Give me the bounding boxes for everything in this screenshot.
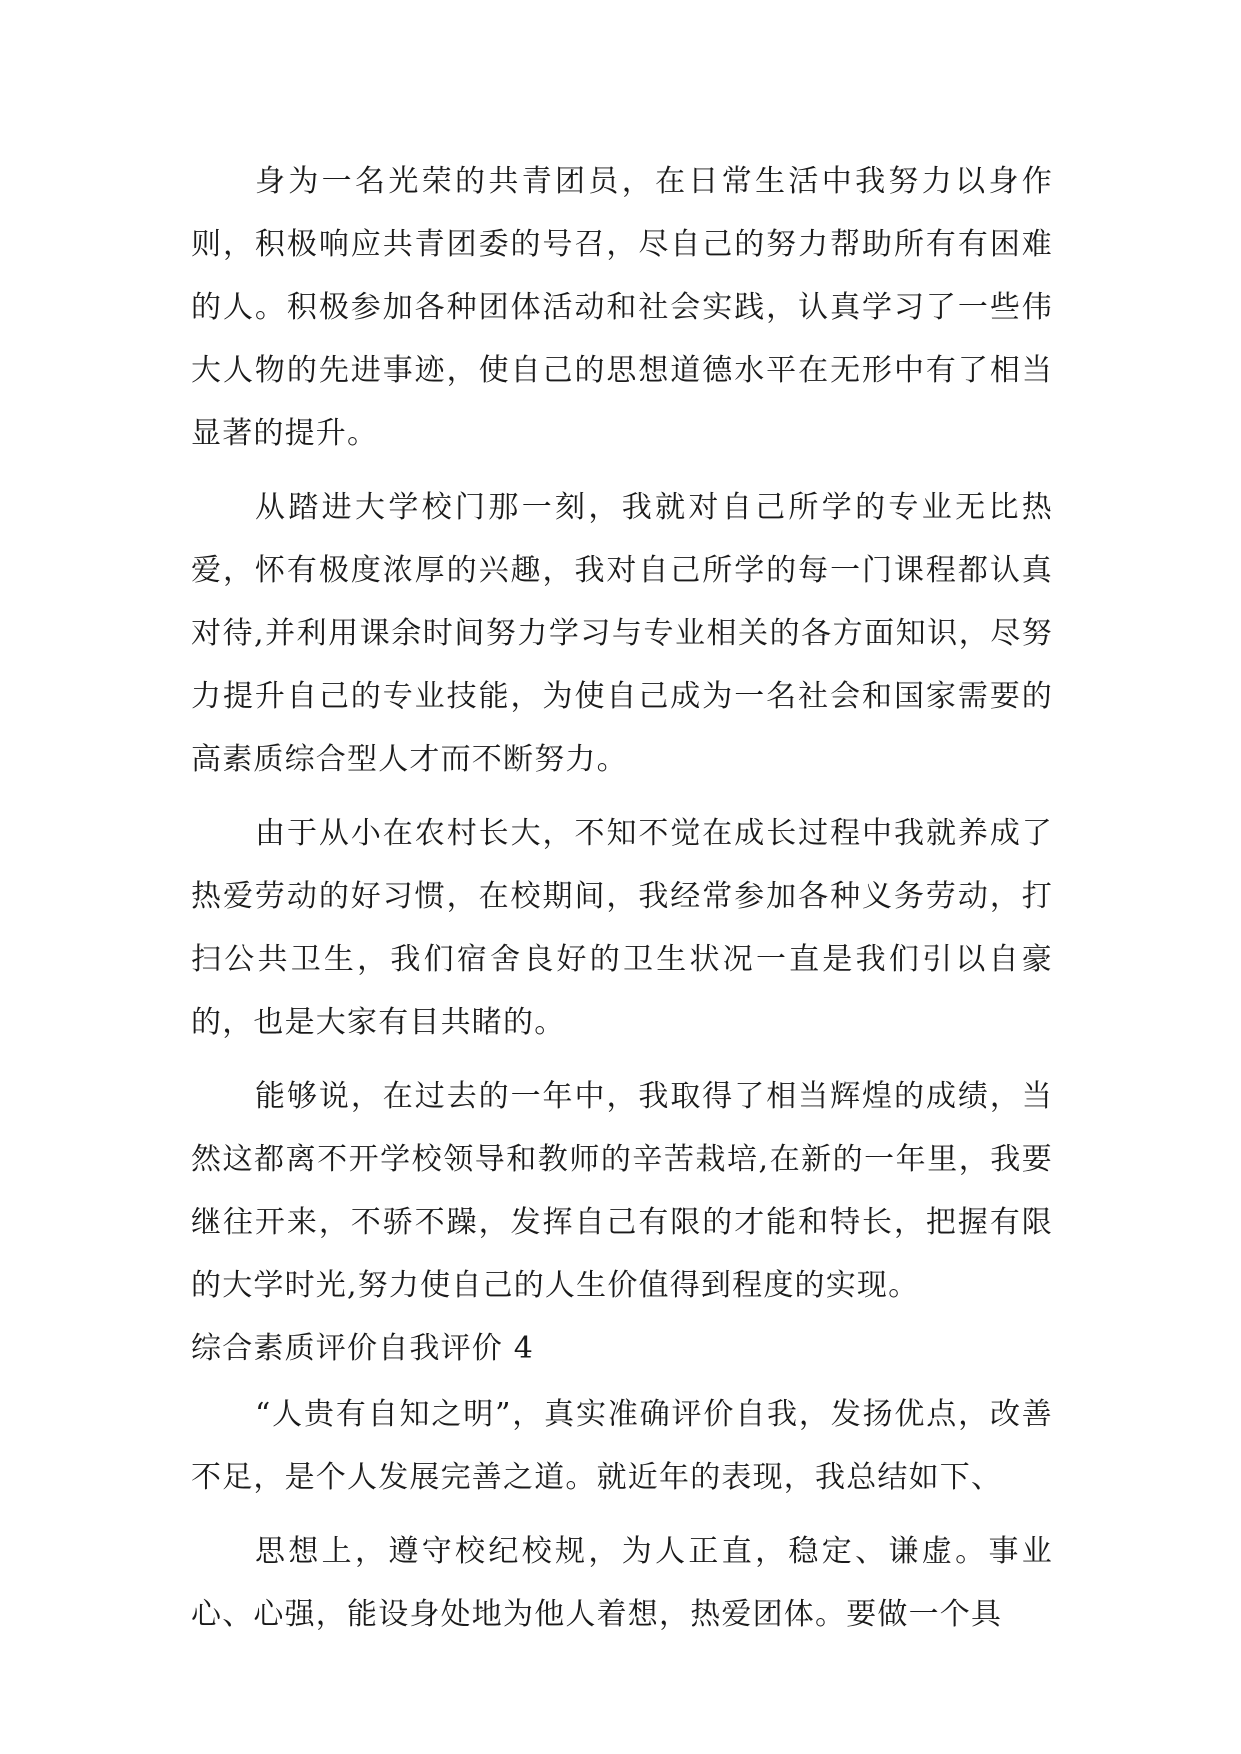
paragraph-labor-habits: 由于从小在农村长大，不知不觉在成长过程中我就养成了热爱劳动的好习惯，在校期间，我经常参加各种义务劳动，打扫公共卫生，我们宿舍良好的卫生状况一直是我们引以自豪的，也是大家有目共睹的。 [191,816,1053,1040]
paragraph-achievements: 能够说，在过去的一年中，我取得了相当辉煌的成绩，当然这都离不开学校领导和教师的辛苦栽培,在新的一年里，我要继往开来，不骄不躁，发挥自己有限的才能和特长，把握有限的大学时光,努力使自己的人生价值得到程度的实现。 [191,1079,1053,1303]
document-body [191,150,1053,1646]
paragraph-academic-study: 从踏进大学校门那一刻，我就对自己所学的专业无比热爱，怀有极度浓厚的兴趣，我对自己所学的每一门课程都认真对待,并利用课余时间努力学习与专业相关的各方面知识，尽努力提升自己的专业技能，为使自己成为一名社会和国家需要的高素质综合型人才而不断努力。 [191,490,1053,777]
paragraph-civic-duty: 身为一名光荣的共青团员，在日常生活中我努力以身作则，积极响应共青团委的号召，尽自己的努力帮助所有有困难的人。积极参加各种团体活动和社会实践，认真学习了一些伟大人物的先进事迹，使自己的思想道德水平在无形中有了相当显著的提升。 [191,164,1053,451]
paragraph-self-knowledge: “人贵有自知之明”，真实准确评价自我，发扬优点，改善不足，是个人发展完善之道。就近年的表现，我总结如下、 [191,1397,1053,1495]
section-heading: 综合素质评价自我评价 4 [191,1331,535,1366]
paragraph-ideology: 思想上，遵守校纪校规，为人正直，稳定、谦虚。事业心、心强，能设身处地为他人着想，热爱团体。要做一个具 [191,1534,1053,1632]
